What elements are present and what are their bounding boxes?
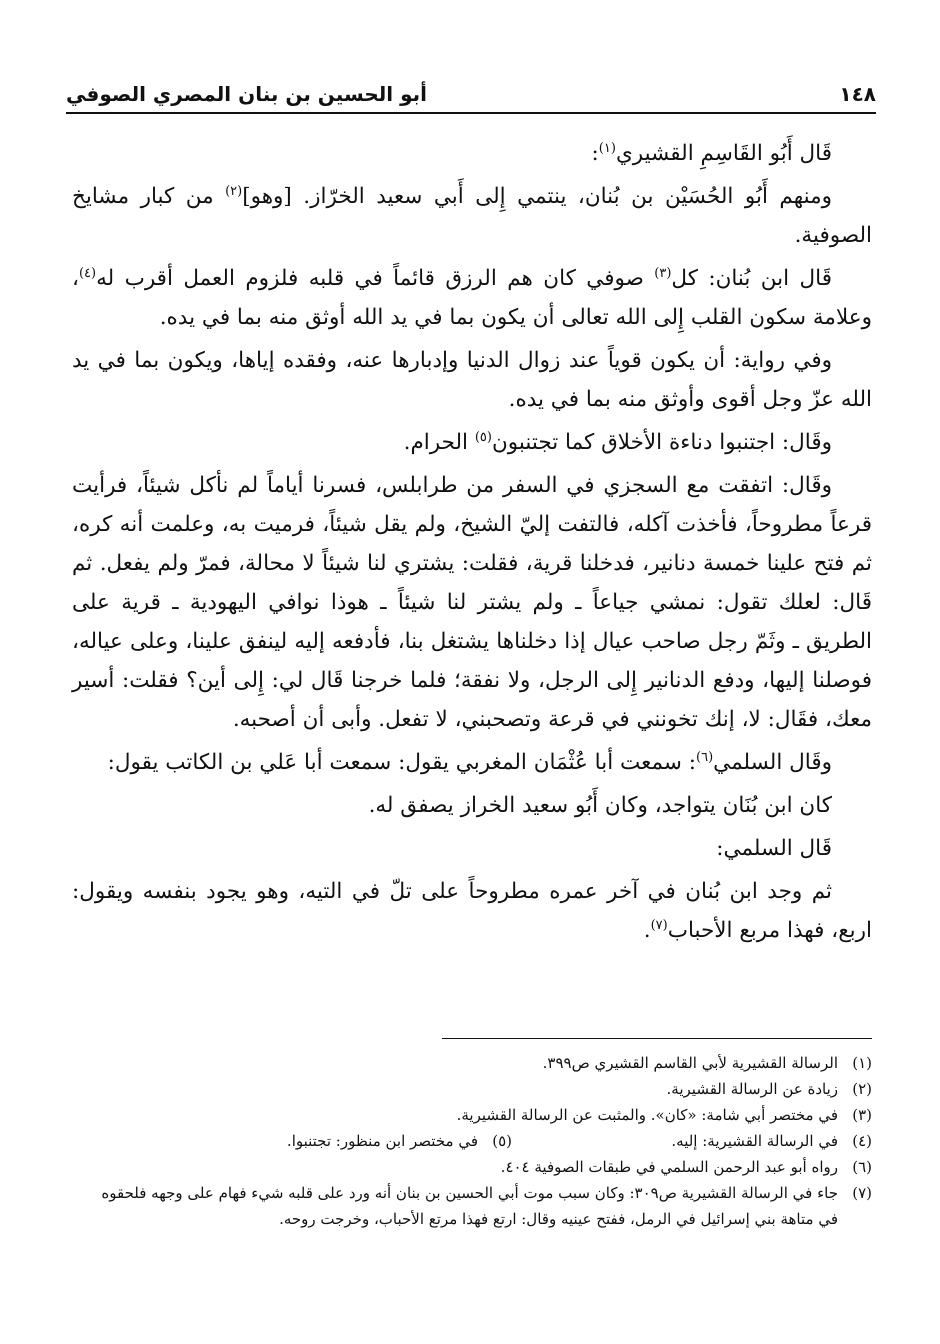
- footnote-ref-6: (٦): [696, 749, 714, 765]
- footnote-4-5: [80, 1128, 872, 1154]
- paragraph-8: كان ابن بُنَان يتواجد، وكان أَبُو سعيد الخراز يصفق له.: [368, 793, 832, 818]
- footnote-5: (٥) في مختصر ابن منظور: تجتنبوا.: [286, 1132, 512, 1150]
- footnote-ref-1: (١): [598, 140, 616, 156]
- footnote-ref-4: (٤): [78, 265, 97, 281]
- footnote-2: (٢) زيادة عن الرسالة القشيرية.: [666, 1080, 872, 1098]
- paragraph-6: وقَال: اتفقت مع السجزي في السفر من طرابلس، فسرنا أياماً لم نأكل شيئاً، فرأيت قرعاً مطروحاً، فأخذت آكله، فالتفت إليّ الشيخ، ولم يقل شيئاً، فرميت به، وعلمت أنه كره، ثم فتح علينا خمسة دنانير، فدخلنا قرية، فقلت: يشتري لنا شيئاً لا محالة، فمرّ ولم يفعل. ثم قَال: لعلك تقول: نمشي جياعاً ـ ولم يشتر لنا شيئاً ـ هوذا نوافي اليهودية ـ قرية على الطريق ـ وثَمّ رجل صاحب عيال إذا دخلناها يشتغل بنا، فأدفعه إليه لينفق علينا، وعلى عياله، فوصلنا إليها، ودفع الدنانير إِلى الرجل، ولا نفقة؛ فلما خرجنا قَال لي: إِلى أين؟ فقلت: أسير معك، فقَال: لا، إنك تخونني في قرعة وتصحبني، لا تفعل. وأبى أن أصحبه.: [72, 473, 872, 732]
- paragraph-10: ثم وجد ابن بُنان في آخر عمره مطروحاً على تلّ في التيه، وهو يجود بنفسه ويقول: اربع، فهذا مربع الأحباب$^{(٧)}$.: [72, 879, 872, 943]
- body-text: [72, 134, 872, 954]
- footnote-ref-5: (٥): [474, 429, 492, 445]
- footnote-6: (٦) رواه أبو عبد الرحمن السلمي في طبقات الصوفية ٤٠٤.: [500, 1158, 872, 1176]
- footnote-ref-7: (٧): [650, 917, 668, 933]
- paragraph-3: قَال ابن بُنان: كل$^{(٣)}$ صوفي كان هم الرزق قائماً في قلبه فلزوم العمل أقرب له$^{(٤)}$، وعلامة سكون القلب إِلى الله تعالى أن يكون بما في يد الله أوثق منه بما في يده.: [72, 265, 872, 330]
- footnote-3: (٣) في مختصر أبي شامة: «كان». والمثبت عن الرسالة القشيرية.: [456, 1106, 872, 1124]
- running-title: أبو الحسين بن بنان المصري الصوفي: [66, 82, 427, 106]
- paragraph-9: قَال السلمي:: [716, 836, 832, 861]
- footnote-ref-2: (٢): [225, 183, 243, 199]
- paragraph-7: وقَال السلمي$^{(٦)}$: سمعت أبا عُثْمَان المغربي يقول: سمعت أبا عَلي بن الكاتب يقول:: [107, 749, 832, 775]
- paragraph-2: ومنهم أَبُو الحُسَيْن بن بُنان، ينتمي إِلى أَبي سعيد الخرّاز. [وهو]$^{(٢)}$ من كبار مشايخ الصوفية.: [72, 183, 872, 248]
- footnote-1: (١) الرسالة القشيرية لأبي القاسم القشيري ص٣٩٩.: [542, 1054, 872, 1072]
- page-number: ١٤٨: [839, 82, 876, 106]
- footnote-7: (٧) جاء في الرسالة القشيرية ص٣٠٩: وكان سبب موت أبي الحسين بن بنان أنه ورد على قلبه شيء فهام على وجهه فلحقوه في متاهة بني إسرائيل في الرمل، ففتح عينيه وقال: ارتع فهذا مرتع الأحباب، وخرجت روحه.: [101, 1184, 872, 1228]
- footnotes: [80, 1050, 872, 1232]
- paragraph-4: وفي رواية: أن يكون قوياً عند زوال الدنيا وإدبارها عنه، وفقده إياها، ويكون بما في يد الله عزّ وجل أقوى وأوثق منه بما في يده.: [72, 348, 872, 412]
- footnote-ref-3: (٣): [654, 265, 672, 281]
- header-rule: [66, 112, 876, 114]
- running-header: [66, 66, 876, 106]
- paragraph-5: وقَال: اجتنبوا دناءة الأخلاق كما تجتنبون$^{(٥)}$ الحرام.: [403, 429, 832, 455]
- footnote-separator: [442, 1038, 872, 1039]
- paragraph-1: قَال أَبُو القَاسِمِ القشيري$^{(١)}$:: [591, 140, 832, 166]
- footnote-4: (٤) في الرسالة القشيرية: إليه.: [671, 1132, 872, 1150]
